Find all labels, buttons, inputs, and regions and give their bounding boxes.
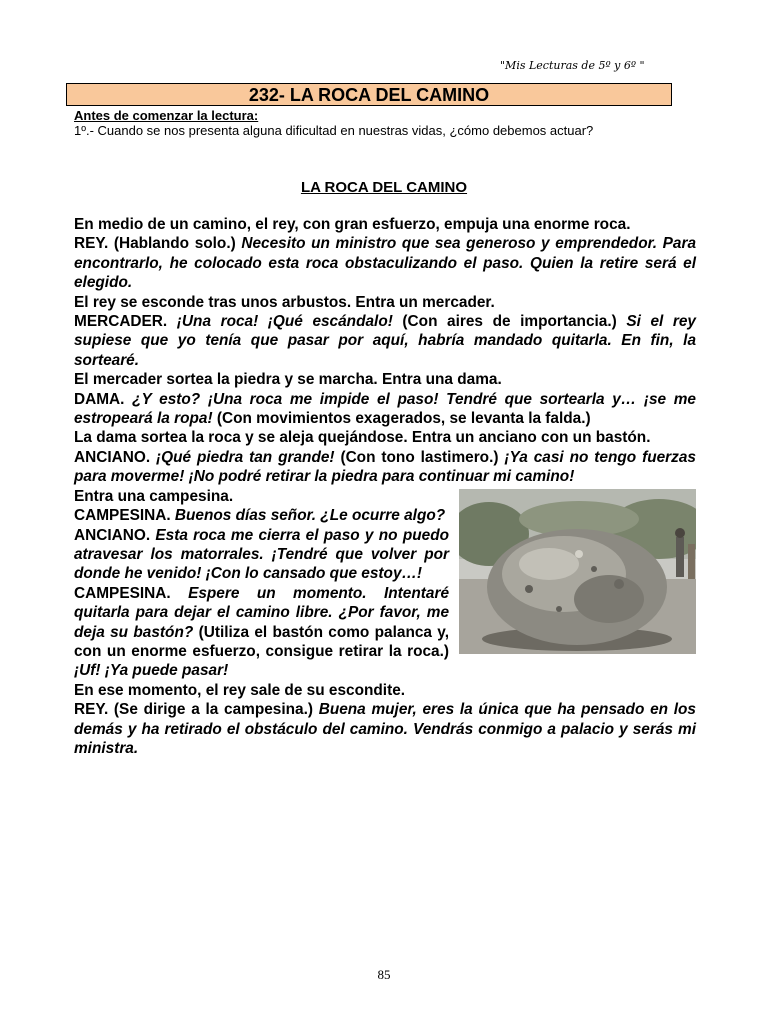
header-note: "Mis Lecturas de 5º y 6º "	[500, 59, 645, 72]
narration-text: El rey se esconde tras unos arbustos. Entra un mercader.	[74, 293, 495, 311]
dialogue-text: Necesito un ministro que sea generoso y emprendedor. Para encontrarlo, he colocado esta roca obstaculizando el paso. Quien la retire será el elegido.	[74, 235, 696, 292]
before-reading-label: Antes de comenzar la lectura:	[74, 108, 259, 123]
narration-text: ANCIANO.	[74, 448, 157, 466]
story-paragraph	[74, 700, 696, 758]
narration-text: MERCADER.	[74, 313, 177, 331]
dialogue-text: ¡Ya casi no tengo fuerzas para moverme! ¡No podré retirar la piedra para continuar mi camino!	[74, 448, 696, 486]
dialogue-text: ¡Una roca! ¡Qué escándalo!	[176, 313, 393, 331]
dialogue-text: Esta roca me cierra el paso y no puedo atravesar los matorrales. ¡Tendré que volver por donde he venido! ¡Con lo cansado que estoy…!	[74, 526, 449, 583]
narration-text: (Con tono lastimero.)	[334, 448, 505, 466]
dialogue-text: ¡Uf! ¡Ya puede pasar!	[74, 662, 229, 680]
narration-text: En medio de un camino, el rey, con gran esfuerzo, empuja una enorme roca.	[74, 216, 631, 233]
page-title: 232- LA ROCA DEL CAMINO	[66, 83, 672, 106]
narration-text: (Con movimientos exagerados, se levanta la falda.)	[212, 410, 591, 428]
dialogue-text: Buenos días señor. ¿Le ocurre algo?	[174, 507, 446, 525]
story-paragraph	[74, 370, 696, 389]
narration-text: DAMA.	[74, 390, 133, 408]
dialogue-text: Si el rey supiese que yo tenía que pasar por aquí, habría mandado quitarla. En fin, la sortearé.	[74, 313, 696, 369]
dialogue-text: Buena mujer, eres la única que ha pensado en los demás y ha retirado el obstáculo del camino. Vendrás conmigo a palacio y serás mi ministra.	[74, 701, 696, 757]
narration-text: REY. (Hablando solo.)	[74, 235, 242, 253]
story-paragraph	[74, 448, 696, 487]
narration-text: La dama sortea la roca y se aleja quejándose. Entra un anciano con un bastón.	[74, 429, 651, 447]
dialogue-text: ¡Qué piedra tan grande!	[156, 448, 335, 466]
story-text	[74, 215, 696, 758]
story-paragraph	[74, 681, 696, 700]
story-paragraph	[74, 390, 696, 429]
narration-text: CAMPESINA.	[74, 507, 175, 525]
narration-text: REY. (Se dirige a la campesina.)	[74, 701, 319, 719]
rock-photo	[459, 489, 696, 654]
narration-text: En ese momento, el rey sale de su escondite.	[74, 681, 406, 699]
dialogue-text: ¿Y esto? ¡Una roca me impide el paso! Tendré que sortearla y… ¡se me estropeará la ropa!	[74, 390, 696, 428]
narration-text: ANCIANO.	[74, 526, 156, 544]
narration-text: (Utiliza el bastón como palanca y, con un enorme esfuerzo, consigue retirar la roca.)	[74, 623, 449, 660]
narration-text: Entra una campesina.	[74, 487, 234, 505]
before-reading	[74, 108, 593, 138]
dialogue-text: Espere un momento. Intentaré quitarla para dejar el camino libre. ¿Por favor, me deja su bastón?	[74, 584, 450, 641]
narration-text: CAMPESINA.	[74, 584, 189, 602]
narration-text: (Con aires de importancia.)	[392, 313, 627, 331]
story-paragraph	[74, 234, 696, 292]
narration-text: El mercader sortea la piedra y se marcha. Entra una dama.	[74, 371, 502, 389]
story-paragraph	[74, 428, 696, 447]
story-paragraph	[74, 293, 696, 312]
story-subtitle: LA ROCA DEL CAMINO	[300, 179, 468, 196]
story-paragraph	[74, 312, 696, 370]
rock-illustration	[459, 489, 696, 654]
page-number: 85	[377, 967, 391, 982]
story-paragraph	[74, 215, 696, 234]
before-reading-question: 1º.- Cuando se nos presenta alguna dificultad en nuestras vidas, ¿cómo debemos actuar?	[74, 123, 594, 138]
